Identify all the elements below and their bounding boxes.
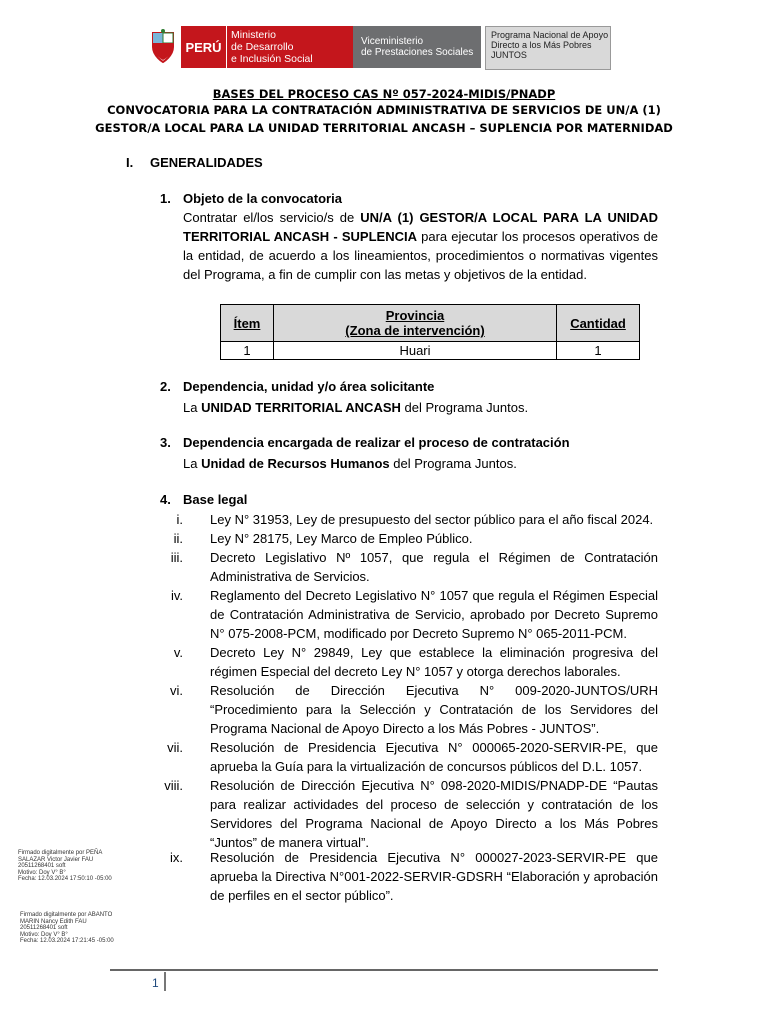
table-cell-provincia: Huari [274,342,557,360]
column-header-label: Ítem [233,315,261,331]
signature-line: MARIN Nancy Edith FAU [20,918,87,925]
signature-line: Motivo: Doy V° B° [18,869,66,876]
text-run: para ejecutar los procesos operativos de la entidad, de acuerdo a los lineamientos, procedimientos o normativas vigentes del Programa, a fin de cumplir con las metas y objetivos de la entidad. [183,229,658,282]
table-cell-cantidad: 1 [557,342,640,360]
text-run-bold: Unidad de Recursos Humanos [201,456,390,471]
table-header-row [221,305,640,342]
list-item-text: Decreto Legislativo Nº 1057, que regula el Régimen de Contratación Administrativa de Servicios. [210,550,658,584]
text-run-bold: UNIDAD TERRITORIAL ANCASH [201,400,401,415]
item-number: 1. [160,191,171,206]
program-logo [485,26,611,70]
column-header-item [221,305,274,342]
digital-signature-2 [20,912,114,945]
peru-label: PERÚ [181,26,227,68]
list-item-text: Resolución de Dirección Ejecutiva N° 009-2020-JUNTOS/URH “Procedimiento para la Selección y Contratación de los Servidores del Programa Nacional de Apoyo Directo a los Más Pobres - JUNTOS”. [210,683,658,736]
item-heading-encargada: Dependencia encargada de realizar el proceso de contratación [183,435,570,450]
item-paragraph-dependencia [183,398,658,417]
list-item-number: vii. [167,740,183,755]
item-number: 2. [160,379,171,394]
list-item-text: Resolución de Dirección Ejecutiva N° 098-2020-MIDIS/PNADP-DE “Pautas para realizar actividades del proceso de selección y contratación de los Servidores del Programa Nacional de Apoyo Directo a los Más Pobres “Juntos” de manera virtual”. [210,778,658,850]
program-line-1: Programa Nacional de Apoyo [491,30,609,40]
document-subtitle-line-1: CONVOCATORIA PARA LA CONTRATACIÓN ADMINISTRATIVA DE SERVICIOS DE UN/A (1) [107,103,661,117]
list-item-number: ii. [173,531,183,546]
ministry-line-3: e Inclusión Social [231,53,313,65]
list-item-number: iii. [170,550,183,565]
item-number: 4. [160,492,171,507]
footer-rule [110,969,658,971]
program-line-3: JUNTOS [491,50,527,60]
zone-table [220,304,640,360]
document-subtitle-line-2: GESTOR/A LOCAL PARA LA UNIDAD TERRITORIAL ANCASH – SUPLENCIA POR MATERNIDAD [95,121,673,135]
list-item-number: i. [176,512,183,527]
text-run: del Programa Juntos. [400,400,529,415]
signature-line: Fecha: 12.03.2024 17:21:45 -05:00 [20,938,114,945]
signature-line: 20511268401 soft [20,925,68,932]
item-heading-base-legal: Base legal [183,492,248,507]
section-title: GENERALIDADES [150,155,263,170]
table-row [221,342,640,360]
item-number: 3. [160,435,171,450]
header-logo-bar [145,26,610,68]
list-item-number: iv. [170,588,183,603]
program-line-2: Directo a los Más Pobres [491,40,592,50]
list-item-number: viii. [164,778,183,793]
document-title: BASES DEL PROCESO CAS Nº 057-2024-MIDIS/PNADP [212,87,556,101]
digital-signature-1 [18,850,112,883]
text-run-bold: UN/A (1) GESTOR/A LOCAL PARA LA UNIDAD TERRITORIAL ANCASH - SUPLENCIA [183,210,658,244]
page-number: 1 [152,976,159,990]
list-item-text: Decreto Ley N° 29849, Ley que establece la eliminación progresiva del régimen Especial del decreto Ley N° 1057 y otorga derechos laborales. [210,645,658,679]
signature-line: Fecha: 12.03.2024 17:50:10 -05:00 [18,876,112,883]
signature-line: Firmado digitalmente por PEÑA [18,850,103,856]
list-item-text: Resolución de Presidencia Ejecutiva N° 000027-2023-SERVIR-PE que aprueba la Directiva N°001-2022-SERVIR-GDSRH “Elaboración y aprobación de perfiles en el sector público”. [210,850,658,903]
viceministry-logo [353,26,481,68]
signature-line: 20511268401 soft [18,863,66,870]
text-run: La [183,400,202,415]
column-header-provincia [274,305,557,342]
signature-line: SALAZAR Victor Javier FAU [18,856,94,863]
coat-of-arms-icon [149,29,177,64]
viceministry-line-2: de Prestaciones Sociales [361,47,474,58]
list-item-number: ix. [170,850,183,865]
item-paragraph-objeto [183,208,658,284]
column-header-label: (Zona de intervención) [345,323,485,338]
signature-line: Motivo: Doy V° B° [20,931,68,938]
column-header-cantidad [557,305,640,342]
list-item-text: Reglamento del Decreto Legislativo N° 1057 que regula el Régimen Especial de Contratación Administrativa de Servicio, aprobado por Decreto Supremo N° 075-2008-PCM, modificado por Decreto Supremo N° 065-2011-PCM. [210,588,658,641]
column-header-label: Cantidad [570,315,626,331]
list-item-text: Ley N° 31953, Ley de presupuesto del sector público para el año fiscal 2024. [210,512,654,527]
list-item-number: v. [173,645,183,660]
list-item-text: Ley N° 28175, Ley Marco de Empleo Público. [210,531,473,546]
ministry-line-2: de Desarrollo [231,41,294,53]
ministry-logo [181,26,369,68]
text-run: Contratar el/los servicio/s de [183,210,361,225]
text-run: La [183,456,202,471]
list-item-number: vi. [170,683,183,698]
page-number-divider [164,972,166,991]
viceministry-line-1: Viceministerio [361,36,424,47]
item-heading-objeto: Objeto de la convocatoria [183,191,342,206]
column-header-label: Provincia [385,308,445,323]
item-heading-dependencia: Dependencia, unidad y/o área solicitante [183,379,435,394]
section-number: I. [126,155,134,170]
list-item-text: Resolución de Presidencia Ejecutiva N° 000065-2020-SERVIR-PE, que aprueba la Guía para la virtualización de concursos públicos del D.L. 1057. [210,740,658,774]
item-paragraph-encargada [183,454,658,473]
signature-line: Firmado digitalmente por ABANTO [20,912,113,918]
ministry-line-1: Ministerio [231,29,276,41]
text-run: del Programa Juntos. [389,456,517,471]
ministry-name [231,29,313,65]
table-cell-item: 1 [221,342,274,360]
